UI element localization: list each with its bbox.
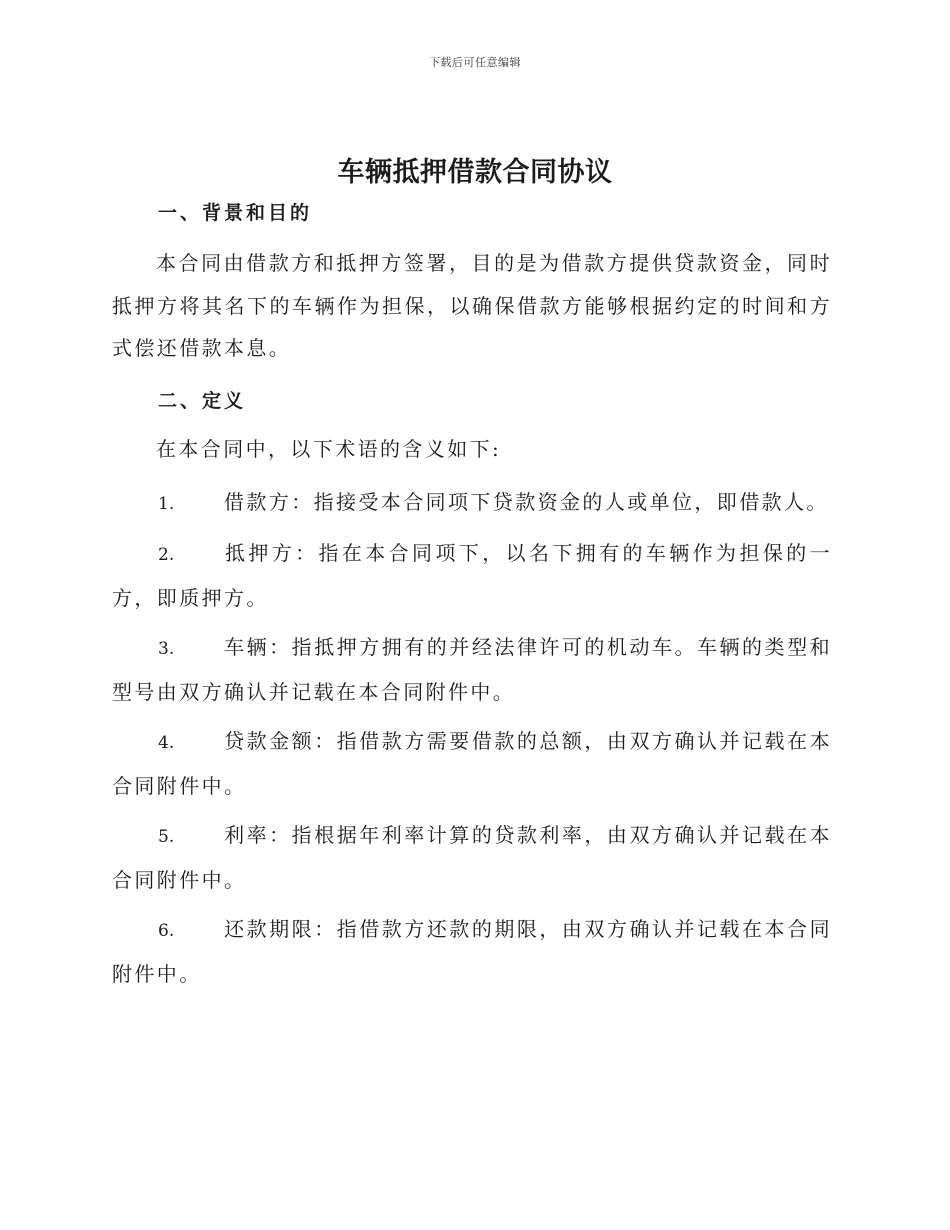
section-heading-background: 一、背景和目的	[158, 202, 313, 224]
definition-number: 4.	[158, 733, 175, 753]
section-paragraph-background: 本合同由借款方和抵押方签署，目的是为借款方提供贷款资金，同时抵押方将其名下的车辆作为担保，以确保借款方能够根据约定的时间和方式偿还借款本息。	[112, 251, 832, 360]
definition-item	[112, 720, 832, 807]
definition-item	[112, 908, 832, 995]
definition-number: 3.	[158, 639, 175, 659]
definition-number: 1.	[158, 494, 175, 514]
section-heading-definitions: 二、定义	[158, 390, 247, 412]
definition-text: 借款方：指接受本合同项下贷款资金的人或单位，即借款人。	[224, 490, 829, 514]
definition-item	[112, 481, 832, 526]
definition-text: 还款期限：指借款方还款的期限，由双方确认并记载在本合同附件中。	[112, 917, 832, 986]
definition-text: 贷款金额：指借款方需要借款的总额，由双方确认并记载在本合同附件中。	[112, 729, 832, 798]
definition-number: 5.	[158, 827, 175, 847]
definition-text: 车辆：指抵押方拥有的并经法律许可的机动车。车辆的类型和型号由双方确认并记载在本合同附件中。	[112, 635, 832, 704]
definition-number: 6.	[158, 921, 175, 941]
definition-item	[112, 532, 832, 619]
definition-item	[112, 814, 832, 901]
definition-text: 抵押方：指在本合同项下，以名下拥有的车辆作为担保的一方，即质押方。	[112, 541, 832, 610]
document-title: 车辆抵押借款合同协议	[337, 157, 613, 188]
definition-text: 利率：指根据年利率计算的贷款利率，由双方确认并记载在本合同附件中。	[112, 823, 832, 892]
page-header-note: 下载后可任意编辑	[429, 56, 521, 69]
section-paragraph-definitions: 在本合同中，以下术语的含义如下:	[156, 437, 502, 461]
definition-number: 2.	[158, 545, 175, 565]
definition-item	[112, 626, 832, 713]
